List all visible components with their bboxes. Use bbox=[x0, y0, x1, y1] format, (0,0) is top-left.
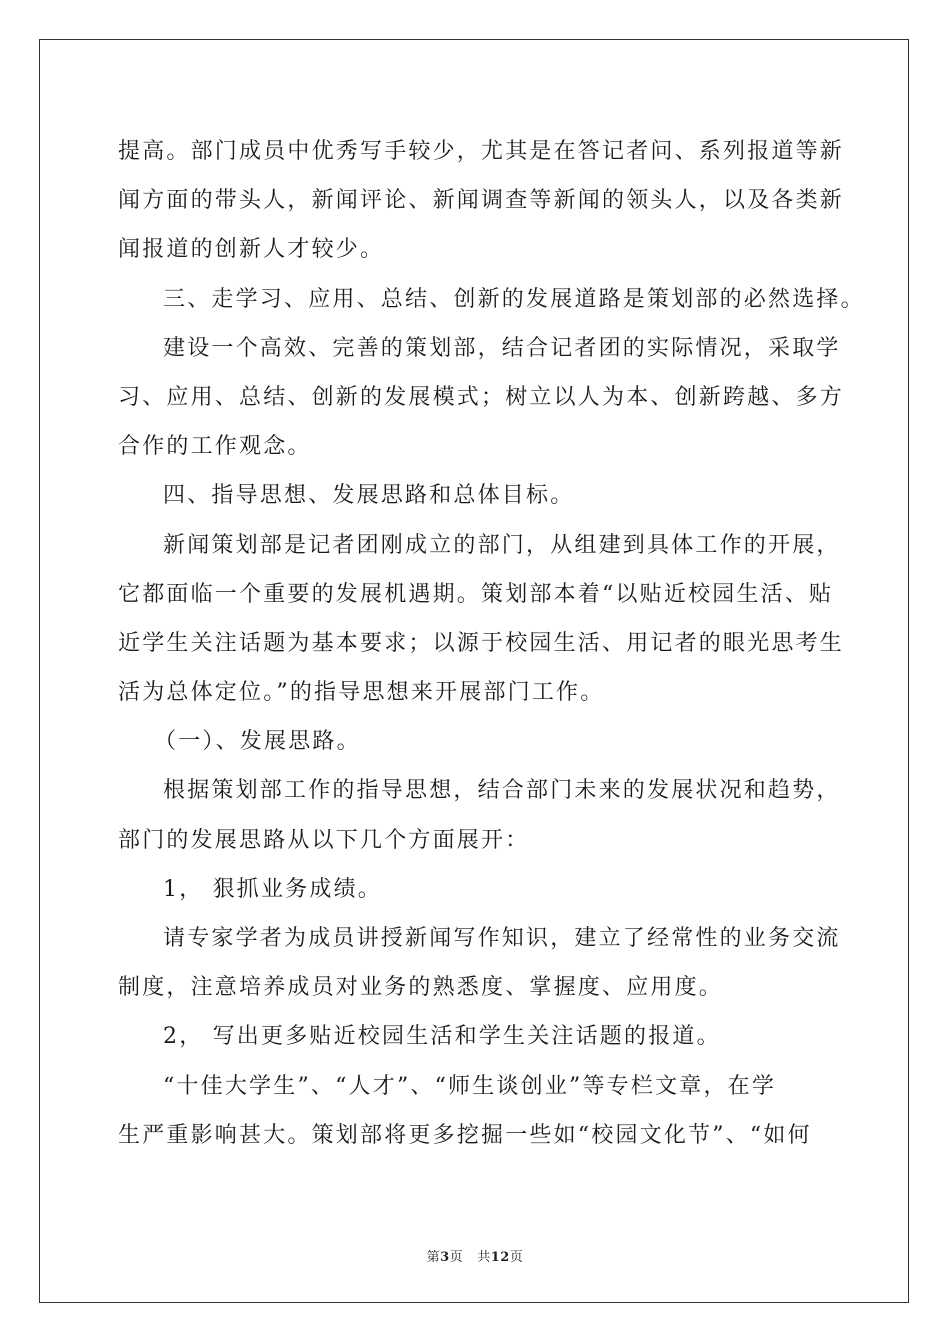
body-line-9: 新闻策划部是记者团刚成立的部门，从组建到具体工作的开展， bbox=[163, 532, 841, 558]
body-line-17: 请专家学者为成员讲授新闻写作知识，建立了经常性的业务交流 bbox=[163, 926, 841, 951]
section-heading-4: 四、指导思想、发展思路和总体目标。 bbox=[163, 483, 575, 509]
list-item-2: 2， 写出更多贴近校园生活和学生关注话题的报道。 bbox=[163, 1024, 721, 1050]
footer-page-current: 3 bbox=[440, 1250, 450, 1265]
footer-page-suffix: 页 bbox=[449, 1250, 464, 1265]
body-line-1: 提高。部门成员中优秀写手较少，尤其是在答记者问、系列报道等新 bbox=[118, 139, 845, 164]
footer-total-suffix: 页 bbox=[509, 1250, 524, 1265]
body-line-3: 闻报道的创新人才较少。 bbox=[118, 237, 385, 263]
body-line-10: 它都面临一个重要的发展机遇期。策划部本着“以贴近校园生活、贴 bbox=[118, 581, 834, 607]
section-heading-3: 三、走学习、应用、总结、创新的发展道路是策划部的必然选择。 bbox=[163, 286, 865, 312]
body-line-15: 部门的发展思路从以下几个方面展开： bbox=[118, 827, 530, 853]
body-line-2: 闻方面的带头人，新闻评论、新闻调查等新闻的领头人，以及各类新 bbox=[118, 188, 845, 214]
subsection-heading-1: （一）、发展思路。 bbox=[154, 729, 361, 755]
body-line-14: 根据策划部工作的指导思想，结合部门未来的发展状况和趋势， bbox=[163, 778, 841, 804]
body-line-5: 建设一个高效、完善的策划部，结合记者团的实际情况，采取学 bbox=[163, 335, 841, 361]
body-line-12: 活为总体定位。”的指导思想来开展部门工作。 bbox=[118, 680, 605, 706]
body-line-11: 近学生关注话题为基本要求；以源于校园生活、用记者的眼光思考生 bbox=[118, 630, 845, 656]
footer-page-total: 12 bbox=[490, 1250, 510, 1265]
list-item-1: 1， 狠抓业务成绩。 bbox=[163, 876, 382, 902]
body-line-7: 合作的工作观念。 bbox=[118, 434, 312, 460]
footer-page-prefix: 第 bbox=[426, 1250, 441, 1265]
footer-total-prefix: 共 bbox=[477, 1250, 491, 1265]
page-footer bbox=[0, 1246, 950, 1265]
body-line-21: 生严重影响甚大。策划部将更多挖掘一些如“校园文化节”、“如何 bbox=[118, 1122, 812, 1148]
body-line-20: “十佳大学生”、“人才”、“师生谈创业”等专栏文章，在学 bbox=[163, 1073, 777, 1099]
body-line-6: 习、应用、总结、创新的发展模式；树立以人为本、创新跨越、多方 bbox=[118, 384, 845, 410]
body-line-18: 制度，注意培养成员对业务的熟悉度、掌握度、应用度。 bbox=[118, 975, 724, 1001]
document-body bbox=[118, 127, 865, 1160]
